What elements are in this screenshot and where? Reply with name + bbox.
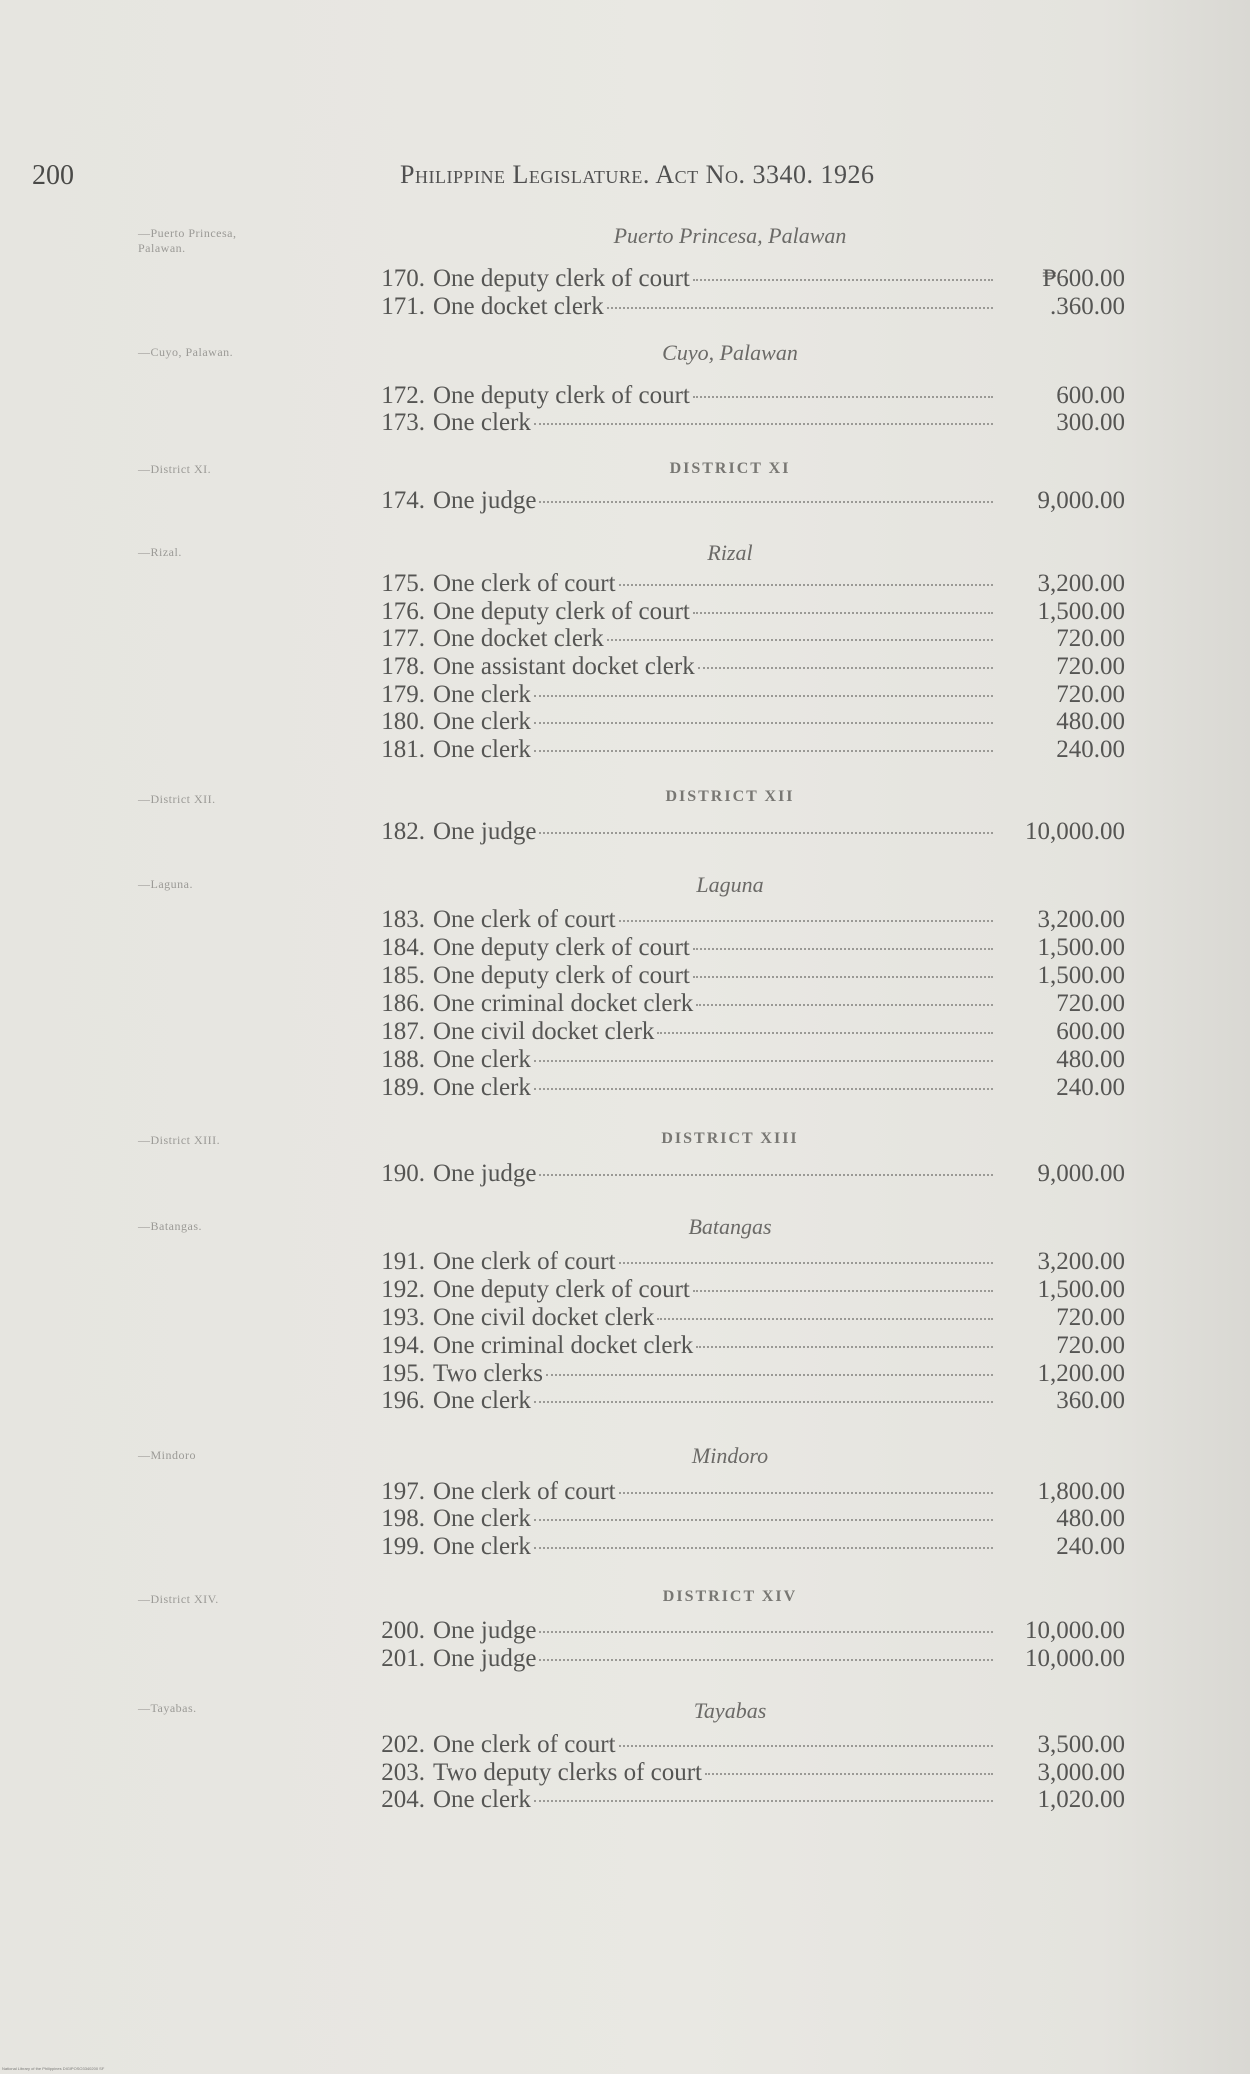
item-number: 185. (381, 962, 425, 989)
item-description-text: One criminal docket clerk (433, 1332, 694, 1359)
item-amount: 720.00 (1056, 681, 1125, 708)
item-description (433, 1617, 993, 1645)
item-description (433, 1046, 993, 1074)
line-item (365, 1018, 1125, 1046)
item-description-text: One judge (433, 487, 537, 514)
item-number: 188. (381, 1046, 425, 1073)
item-amount: 480.00 (1056, 1505, 1125, 1532)
line-item (365, 1759, 1125, 1787)
item-number: 173. (381, 409, 425, 436)
section-heading: Mindoro (691, 1443, 769, 1468)
margin-note (138, 1219, 202, 1234)
item-number: 204. (381, 1786, 425, 1813)
leader-dots (534, 1519, 993, 1521)
leader-dots (693, 948, 993, 950)
item-amount: .360.00 (1050, 293, 1125, 320)
item-description-text: One criminal docket clerk (433, 990, 694, 1017)
margin-note-line: —District XI. (138, 462, 212, 476)
margin-note-line: Palawan. (138, 241, 186, 255)
item-description (433, 1074, 993, 1102)
leader-dots (698, 667, 993, 669)
item-number: 203. (381, 1759, 425, 1786)
item-description-text: One clerk (433, 409, 531, 436)
leader-dots (534, 1547, 993, 1549)
item-description-text: One deputy clerk of court (433, 382, 690, 409)
section-heading: DISTRICT XI (669, 460, 791, 477)
margin-note-line: —Rizal. (138, 545, 182, 559)
item-description (433, 1248, 993, 1276)
item-amount: 3,000.00 (1037, 1759, 1125, 1786)
item-number: 199. (381, 1533, 425, 1560)
item-description (433, 1533, 993, 1561)
item-description-text: One clerk of court (433, 1731, 616, 1758)
item-description (433, 1478, 993, 1506)
item-number: 171. (381, 293, 425, 320)
item-amount: 3,200.00 (1037, 906, 1125, 933)
leader-dots (693, 396, 993, 398)
item-amount: ₱600.00 (1042, 265, 1125, 292)
item-number: 174. (381, 487, 425, 514)
item-description (433, 1759, 993, 1787)
item-description (433, 1645, 993, 1673)
leader-dots (619, 1262, 993, 1264)
item-description (433, 736, 993, 764)
line-item (365, 265, 1125, 293)
leader-dots (696, 1004, 993, 1006)
item-amount: 3,200.00 (1037, 1248, 1125, 1275)
item-amount: 9,000.00 (1037, 487, 1125, 514)
item-description (433, 382, 993, 410)
item-amount: 720.00 (1056, 1304, 1125, 1331)
item-description (433, 934, 993, 962)
item-number: 196. (381, 1387, 425, 1414)
item-description (433, 1505, 993, 1533)
line-item (365, 598, 1125, 626)
item-number: 192. (381, 1276, 425, 1303)
line-item (365, 1332, 1125, 1360)
item-description-text: One clerk (433, 1074, 531, 1101)
item-description (433, 1387, 993, 1415)
section-heading: Tayabas (693, 1698, 767, 1723)
leader-dots (534, 722, 993, 724)
leader-dots (546, 1374, 993, 1376)
leader-dots (534, 750, 993, 752)
leader-dots (607, 307, 993, 309)
item-description (433, 1360, 993, 1388)
item-amount: 1,500.00 (1037, 934, 1125, 961)
leader-dots (619, 584, 993, 586)
leader-dots (696, 1346, 993, 1348)
item-amount: 720.00 (1056, 1332, 1125, 1359)
item-description-text: One docket clerk (433, 625, 604, 652)
item-description-text: One clerk (433, 736, 531, 763)
leader-dots (705, 1773, 993, 1775)
leader-dots (619, 1745, 993, 1747)
item-number: 183. (381, 906, 425, 933)
section-heading: Rizal (707, 540, 753, 565)
item-amount: 360.00 (1056, 1387, 1125, 1414)
item-amount: 1,500.00 (1037, 962, 1125, 989)
item-description (433, 1731, 993, 1759)
item-amount: 1,500.00 (1037, 598, 1125, 625)
item-number: 179. (381, 681, 425, 708)
item-description-text: One judge (433, 818, 537, 845)
leader-dots (693, 612, 993, 614)
section-heading: Laguna (696, 872, 764, 897)
section-heading: DISTRICT XIV (662, 1588, 798, 1605)
item-number: 177. (381, 625, 425, 652)
line-item (365, 1533, 1125, 1561)
item-number: 182. (381, 818, 425, 845)
leader-dots (693, 976, 993, 978)
line-item (365, 1248, 1125, 1276)
leader-dots (539, 501, 993, 503)
item-description-text: One clerk (433, 1046, 531, 1073)
section-heading: Puerto Princesa, Palawan (613, 223, 847, 248)
margin-note-line: —Cuyo, Palawan. (138, 345, 234, 359)
item-description (433, 265, 993, 293)
item-description (433, 1332, 993, 1360)
leader-dots (607, 639, 993, 641)
item-number: 190. (381, 1160, 425, 1187)
leader-dots (539, 1174, 993, 1176)
line-item (365, 1160, 1125, 1188)
item-amount: 9,000.00 (1037, 1160, 1125, 1187)
item-amount: 1,800.00 (1037, 1478, 1125, 1505)
leader-dots (539, 1659, 993, 1661)
section-heading: Batangas (688, 1214, 772, 1239)
item-description-text: One clerk (433, 1533, 531, 1560)
item-amount: 720.00 (1056, 990, 1125, 1017)
item-description (433, 962, 993, 990)
item-description (433, 625, 993, 653)
item-number: 202. (381, 1731, 425, 1758)
leader-dots (619, 1492, 993, 1494)
item-description (433, 293, 993, 321)
margin-note (138, 345, 233, 360)
margin-note-line: —Mindoro (138, 1448, 196, 1462)
item-description-text: One deputy clerk of court (433, 598, 690, 625)
item-description (433, 818, 993, 846)
margin-note (138, 877, 193, 892)
line-item (365, 934, 1125, 962)
section-heading: DISTRICT XIII (661, 1130, 799, 1147)
item-amount: 720.00 (1056, 653, 1125, 680)
item-description-text: One assistant docket clerk (433, 653, 695, 680)
leader-dots (534, 1088, 993, 1090)
margin-note-line: —Laguna. (138, 877, 193, 891)
item-amount: 1,200.00 (1037, 1360, 1125, 1387)
item-description-text: One clerk of court (433, 1478, 616, 1505)
margin-note-line: —District XIV. (138, 1592, 219, 1606)
line-item (365, 1074, 1125, 1102)
item-number: 195. (381, 1360, 425, 1387)
item-number: 189. (381, 1074, 425, 1101)
item-description (433, 570, 993, 598)
line-item (365, 681, 1125, 709)
item-amount: 10,000.00 (1025, 818, 1125, 845)
item-number: 201. (381, 1645, 425, 1672)
item-description-text: One clerk of court (433, 570, 616, 597)
item-description-text: One deputy clerk of court (433, 934, 690, 961)
item-number: 176. (381, 598, 425, 625)
item-description (433, 1160, 993, 1188)
line-item (365, 1786, 1125, 1814)
margin-note (138, 1133, 220, 1148)
item-description-text: One clerk (433, 1505, 531, 1532)
item-description-text: One deputy clerk of court (433, 265, 690, 292)
item-number: 200. (381, 1617, 425, 1644)
item-amount: 240.00 (1056, 736, 1125, 763)
item-description-text: One judge (433, 1645, 537, 1672)
item-number: 175. (381, 570, 425, 597)
leader-dots (657, 1032, 993, 1034)
line-item (365, 906, 1125, 934)
item-description-text: One clerk of court (433, 906, 616, 933)
margin-note-line: —District XII. (138, 792, 216, 806)
item-amount: 240.00 (1056, 1533, 1125, 1560)
item-description (433, 598, 993, 626)
item-description-text: One judge (433, 1160, 537, 1187)
item-number: 172. (381, 382, 425, 409)
item-number: 191. (381, 1248, 425, 1275)
item-number: 184. (381, 934, 425, 961)
item-amount: 3,200.00 (1037, 570, 1125, 597)
margin-note-line: —District XIII. (138, 1133, 221, 1147)
item-description-text: One clerk (433, 708, 531, 735)
line-item (365, 818, 1125, 846)
item-number: 186. (381, 990, 425, 1017)
scan-footer-note: National Library of the Philippines DIGIPOSO3340200 SF (2, 2066, 105, 2071)
item-description-text: Two clerks (433, 1360, 544, 1387)
line-item (365, 962, 1125, 990)
item-description-text: One civil docket clerk (433, 1304, 655, 1331)
line-item (365, 382, 1125, 410)
margin-note (138, 226, 236, 256)
item-description (433, 487, 993, 515)
leader-dots (534, 1060, 993, 1062)
margin-note-line: —Batangas. (138, 1219, 202, 1233)
item-description-text: One deputy clerk of court (433, 1276, 690, 1303)
item-description (433, 990, 993, 1018)
item-number: 198. (381, 1505, 425, 1532)
line-item (365, 625, 1125, 653)
item-number: 170. (381, 265, 425, 292)
item-description (433, 653, 993, 681)
item-description-text: One clerk (433, 1786, 531, 1813)
leader-dots (539, 1631, 993, 1633)
item-amount: 720.00 (1056, 625, 1125, 652)
item-amount: 600.00 (1056, 382, 1125, 409)
item-description-text: One clerk of court (433, 1248, 616, 1275)
margin-note (138, 792, 216, 807)
item-amount: 480.00 (1056, 708, 1125, 735)
item-description-text: One deputy clerk of court (433, 962, 690, 989)
item-description (433, 1276, 993, 1304)
item-description (433, 1304, 993, 1332)
item-description-text: One clerk (433, 1387, 531, 1414)
line-item (365, 990, 1125, 1018)
margin-note (138, 1701, 197, 1716)
leader-dots (539, 832, 993, 834)
item-number: 187. (381, 1018, 425, 1045)
line-item (365, 487, 1125, 515)
line-item (365, 570, 1125, 598)
leader-dots (534, 1800, 993, 1802)
item-description-text: One clerk (433, 681, 531, 708)
margin-note-line: —Tayabas. (138, 1701, 197, 1715)
line-item (365, 1505, 1125, 1533)
margin-note (138, 462, 211, 477)
line-item (365, 1387, 1125, 1415)
item-amount: 600.00 (1056, 1018, 1125, 1045)
item-description (433, 1786, 993, 1814)
leader-dots (619, 920, 993, 922)
item-number: 181. (381, 736, 425, 763)
line-item (365, 1645, 1125, 1673)
item-amount: 480.00 (1056, 1046, 1125, 1073)
item-number: 193. (381, 1304, 425, 1331)
item-description-text: One civil docket clerk (433, 1018, 655, 1045)
item-amount: 10,000.00 (1025, 1645, 1125, 1672)
item-number: 178. (381, 653, 425, 680)
leader-dots (657, 1318, 993, 1320)
section-heading: DISTRICT XII (665, 788, 795, 805)
item-description-text: Two deputy clerks of court (433, 1759, 703, 1786)
item-amount: 1,500.00 (1037, 1276, 1125, 1303)
item-description (433, 1018, 993, 1046)
margin-note (138, 1592, 219, 1607)
line-item (365, 409, 1125, 437)
leader-dots (693, 1290, 993, 1292)
leader-dots (534, 1401, 993, 1403)
line-item (365, 293, 1125, 321)
item-description-text: One docket clerk (433, 293, 604, 320)
line-item (365, 1478, 1125, 1506)
line-item (365, 1046, 1125, 1074)
leader-dots (693, 279, 993, 281)
item-amount: 240.00 (1056, 1074, 1125, 1101)
line-item (365, 736, 1125, 764)
item-number: 180. (381, 708, 425, 735)
margin-note (138, 545, 182, 560)
line-item (365, 653, 1125, 681)
item-number: 197. (381, 1478, 425, 1505)
leader-dots (534, 423, 993, 425)
margin-note-line: —Puerto Princesa, (138, 226, 237, 240)
line-item (365, 1276, 1125, 1304)
line-item (365, 1360, 1125, 1388)
line-item (365, 708, 1125, 736)
margin-note (138, 1448, 196, 1463)
line-item (365, 1731, 1125, 1759)
item-description (433, 409, 993, 437)
item-amount: 1,020.00 (1037, 1786, 1125, 1813)
page-number: 200 (32, 160, 74, 191)
item-amount: 3,500.00 (1037, 1731, 1125, 1758)
item-description (433, 708, 993, 736)
running-title: Philippine Legislature. Act No. 3340. 1926 (400, 160, 875, 189)
item-amount: 300.00 (1056, 409, 1125, 436)
item-description (433, 681, 993, 709)
line-item (365, 1617, 1125, 1645)
leader-dots (534, 695, 993, 697)
line-item (365, 1304, 1125, 1332)
item-amount: 10,000.00 (1025, 1617, 1125, 1644)
section-heading: Cuyo, Palawan (662, 340, 798, 365)
item-number: 194. (381, 1332, 425, 1359)
item-description (433, 906, 993, 934)
item-description-text: One judge (433, 1617, 537, 1644)
